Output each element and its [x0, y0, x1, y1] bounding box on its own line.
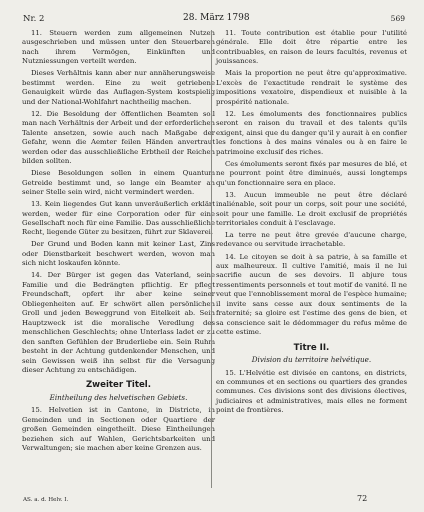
page-number: 569 — [390, 14, 405, 23]
footer-signature: AS. a. d. Helv. I. — [23, 497, 69, 503]
german-paragraph: 13. Kein liegendes Gut kann unveräußerlich erklärt werden, weder für eine Corporation oder für eine Gesellschaft noch für eine Familie. Das ausschließliche Recht, liegende Güter zu besitzen, führt zur Sklaverei. — [22, 200, 215, 237]
german-title-heading: Zweiter Titel. — [85, 380, 152, 391]
german-paragraph: 14. Der Bürger ist gegen das Vaterland, seine Familie und die Bedrängten pflichtig. Er pflegt Freundschaft, opfert ihr aber keine seiner Obliegenheiten auf. Er schwört allen persönlichen Groll und jeden Beweggrund von Eitelkeit ab. Sein Hauptzweck ist die moralische Veredlung des menschlichen Geschlechts; ohne Unterlass ladet er zu den sanften Gefühlen der Bruderliebe ein. Sein Ruhm besteht in der Achtung gutdenkender Menschen, und sein Gewissen weiß ihn selbst für die Versagung dieser Achtung zu entschädigen. — [22, 271, 215, 374]
german-paragraph: Dieses Verhältnis kann aber nur annäherungsweise bestimmt werden. Eine zu weit getriebene Genauigkeit würde das Auflagen-System kostspielig und der National-Wohlfahrt nachtheilig machen. — [22, 69, 215, 106]
column-divider — [211, 30, 212, 488]
page-header — [0, 13, 424, 27]
french-paragraph: 13. Aucun immeuble ne peut être déclaré inaliénable, soit pour un corps, soit pour une société, soit pour une famille. Le droit exclusif de propriétés territoriales conduit à l'esclavage. — [216, 190, 407, 227]
french-paragraph: 14. Le citoyen se doit à sa patrie, à sa famille et aux malheureux. Il cultive l'amitié, mais il ne lui sacrifie aucun de ses devoirs. Il abjure tous ressentiments personnels et tout motif de vanité. Il ne veut que l'ennoblissement moral de l'espèce humaine; il invite sans cesse aux doux sentiments de la fraternité; sa gloire est l'estime des gens de bien, et sa conscience sait le dédommager du refus même de cette estime. — [216, 252, 407, 337]
german-paragraph: 15. Helvetien ist in Cantone, in Districte, in Gemeinden und in Sectionen oder Quartiere der großen Gemeinden eingetheilt. Diese Eintheilungen beziehen sich auf Wahlen, Gerichtsbarkeiten und Verwaltungen; sie machen aber keine Grenzen aus. — [22, 406, 215, 453]
german-paragraph: Diese Besoldungen sollen in einem Quantum Getreide bestimmt und, so lange ein Beamter an seiner Stelle sein wird, nicht vermindert werden. — [22, 169, 215, 197]
german-title-subheading: Eintheilung des helvetischen Gebiets. — [49, 392, 188, 402]
french-title-heading: Titre II. — [293, 342, 330, 353]
french-paragraph: 15. L'Helvétie est divisée en cantons, en districts, en communes et en sections ou quartiers des grandes communes. Ces divisions sont des divisions électives, judiciaires et administratives, mais elles ne forment point de frontières. — [216, 368, 407, 415]
french-paragraph: 12. Les émoluments des fonctionnaires publics seront en raison du travail et des talents qu'ils exigent, ainsi que du danger qu'il y aurait à en confier les fonctions à des mains vénales ou à en faire le patrimoine exclusif des riches. — [216, 109, 407, 156]
french-paragraph: Mais la proportion ne peut être qu'approximative. L'excès de l'exactitude rendrait le système des impositions vexatoire, dispendieux et nuisible à la prospérité nationale. — [216, 69, 407, 106]
german-paragraph: 12. Die Besoldung der öffentlichen Beamten soll man nach Verhältnis der Arbeit und der erforderlichen Talente ansetzen, sowie auch nach Maßgabe der Gefahr, wenn die Aemter feilen Händen anvertraut werden oder das ausschließliche Erbtheil der Reichen bilden sollten. — [22, 109, 215, 166]
french-paragraph: 11. Toute contribution est établie pour l'utilité générale. Elle doit être répartie entre les contribuables, en raison de leurs facultés, revenus et jouissances. — [216, 29, 407, 66]
sheet-number: 72 — [357, 494, 368, 503]
french-column — [216, 29, 407, 418]
issue-number: Nr. 2 — [23, 14, 45, 24]
french-paragraph: La terre ne peut être grevée d'aucune charge, redevance ou servitude irrachetable. — [216, 231, 407, 249]
german-paragraph: Der Grund und Boden kann mit keiner Last, Zins oder Dienstbarkeit beschwert werden, wovon man sich nicht loskaufen könnte. — [22, 240, 215, 268]
german-paragraph: 11. Steuern werden zum allgemeinen Nutzen ausgeschrieben und müssen unter den Steuerbaren nach ihrem Vermögen, Einkünften und Nutzniessungen verteilt werden. — [22, 29, 215, 66]
french-title-subheading: Division du territoire helvétique. — [251, 355, 372, 365]
german-column — [22, 29, 215, 456]
issue-date: 28. März 1798 — [183, 13, 250, 23]
french-paragraph: Ces émoluments seront fixés par mesures de blé, et ne pourront point être diminués, aussi longtemps qu'un fonctionnaire sera en place. — [216, 159, 407, 187]
